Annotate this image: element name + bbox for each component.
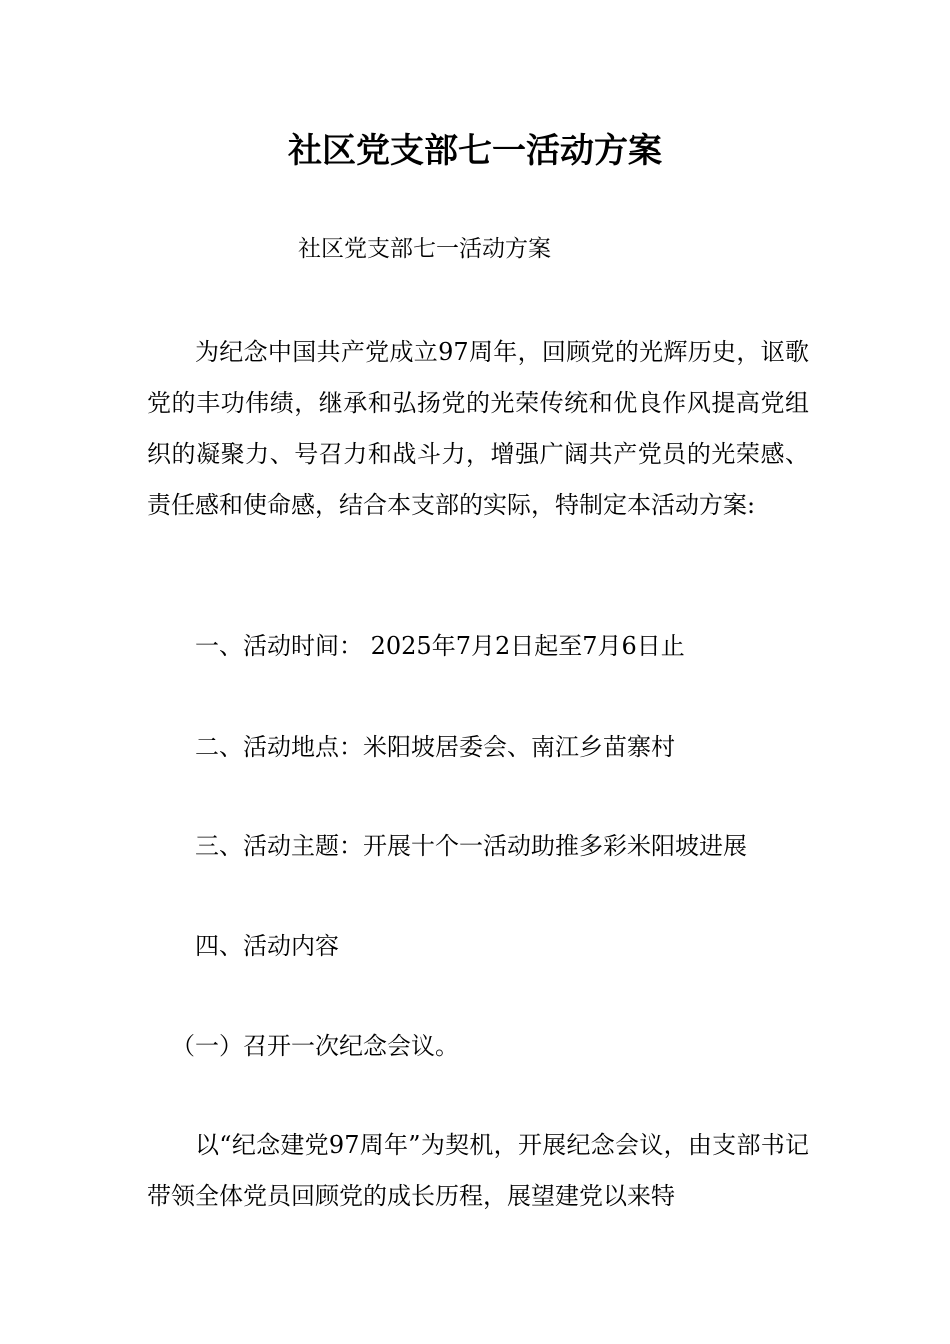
document-title: 社区党支部七一活动方案	[288, 131, 662, 171]
intro-paragraph: 为纪念中国共产党成立97周年，回顾党的光辉历史，讴歌党的丰功伟绩，继承和弘扬党的光荣传统和优良作风提高党组织的凝聚力、号召力和战斗力，增强广阔共产党员的光荣感、责任感和使命感，结合本支部的实际，特制定本活动方案:	[147, 338, 809, 519]
document-subtitle: 社区党支部七一活动方案	[298, 236, 551, 262]
section-content: 四、活动内容	[195, 932, 339, 960]
section-time: 一、活动时间： 2025年7月2日起至7月6日止	[195, 632, 685, 660]
subsection-meeting: （一）召开一次纪念会议。	[171, 1032, 459, 1060]
section-location: 二、活动地点：米阳坡居委会、南江乡苗寨村	[195, 733, 675, 761]
section-theme: 三、活动主题：开展十个一活动助推多彩米阳坡进展	[195, 832, 747, 860]
closing-paragraph: 以“纪念建党97周年”为契机，开展纪念会议，由支部书记带领全体党员回顾党的成长历程，展望建党以来特	[147, 1131, 809, 1210]
